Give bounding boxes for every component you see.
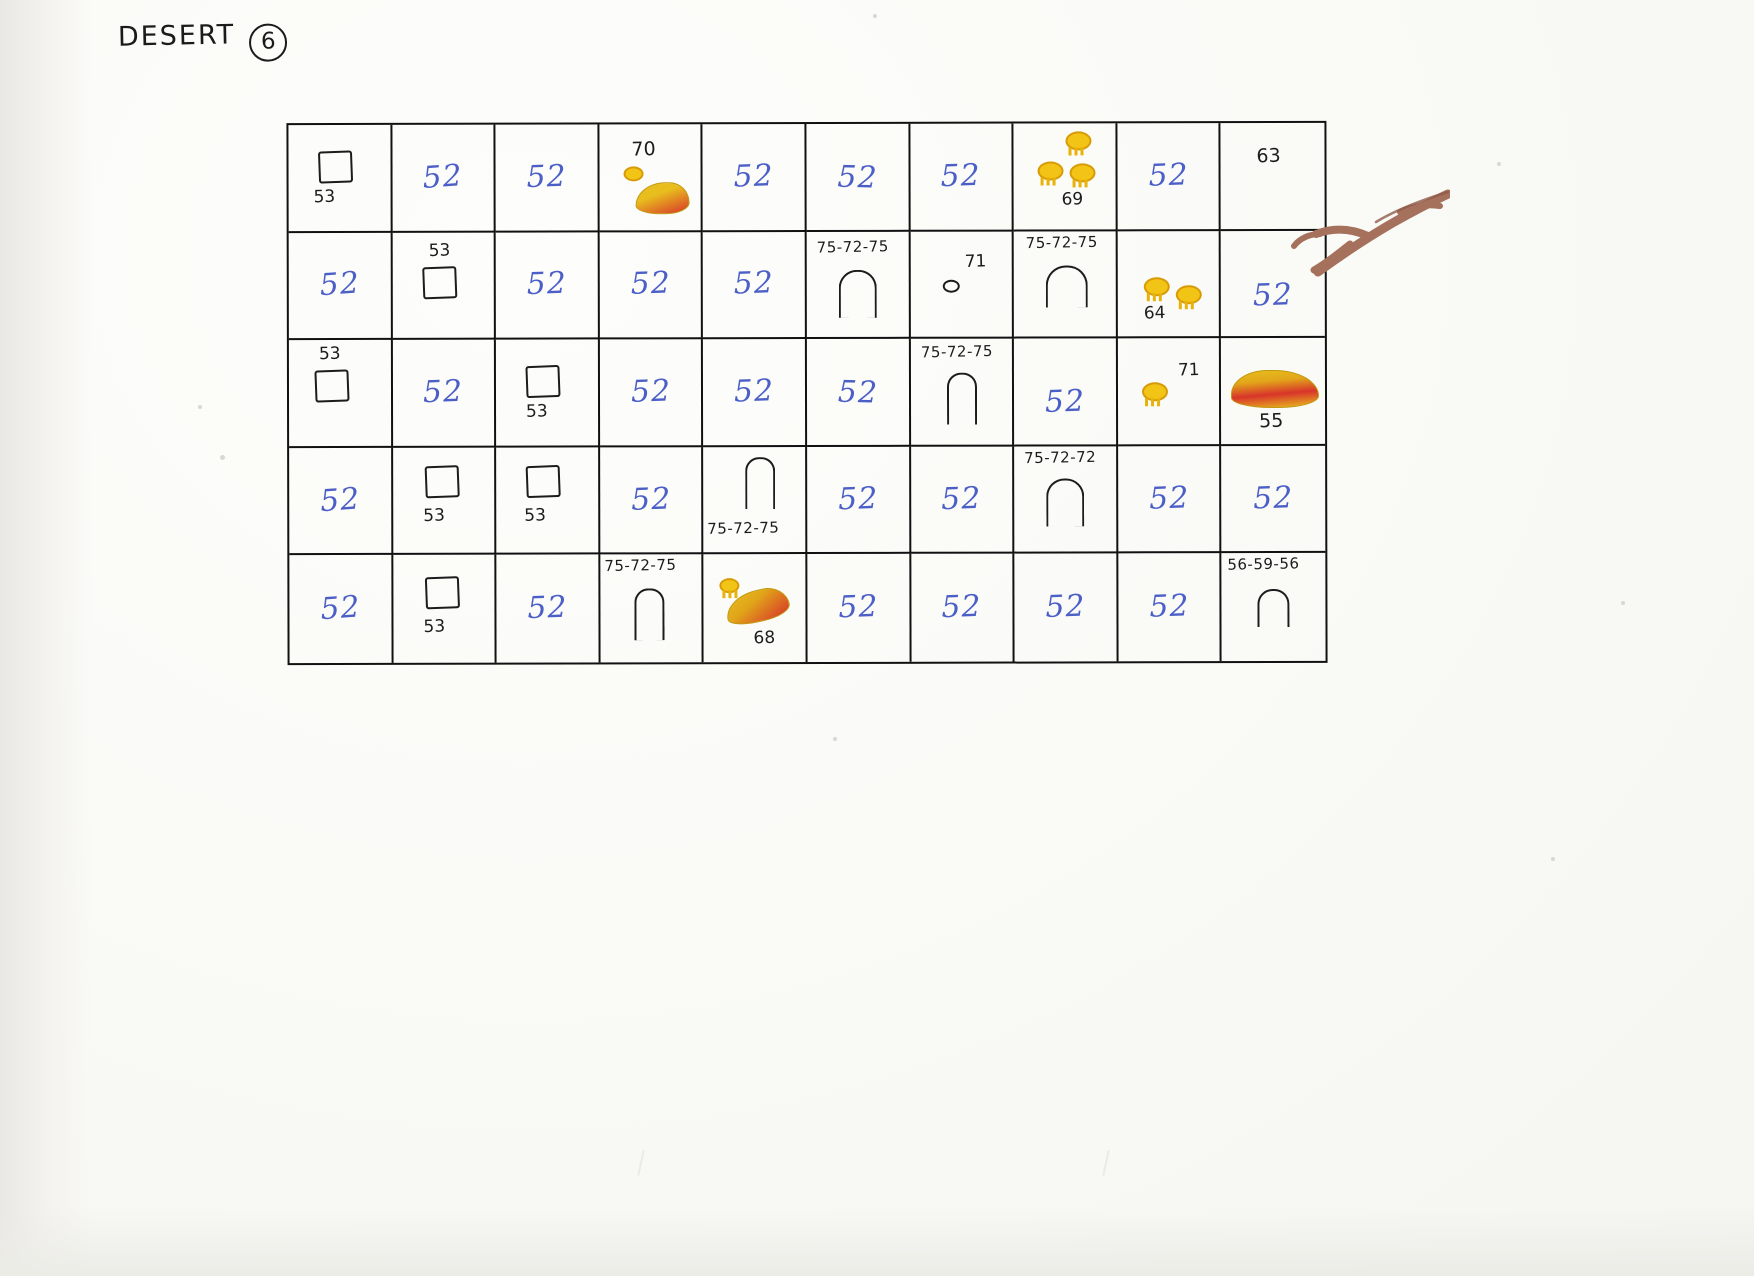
cell-code-label: 56-59-56 <box>1227 554 1301 575</box>
arch-icon <box>1258 589 1290 627</box>
grid-cell-r2c6[interactable] <box>807 231 911 339</box>
grid-cell-r5c2[interactable] <box>393 555 497 663</box>
grid-cell-r3c3[interactable] <box>496 340 600 448</box>
cell-code-label: 71 <box>1177 360 1200 381</box>
grid-cell-r4c1[interactable] <box>289 448 393 556</box>
grid-cell-r1c3[interactable] <box>496 124 600 232</box>
grid-cell-r4c7[interactable] <box>911 446 1015 554</box>
bug-icon <box>1070 163 1096 182</box>
bug-icon <box>1066 131 1092 150</box>
grid-cell-r5c3[interactable] <box>497 555 601 663</box>
cell-code-label: 75-72-75 <box>920 342 993 362</box>
grid-cell-r2c3[interactable] <box>496 232 600 340</box>
grid-cell-r5c6[interactable] <box>807 554 911 662</box>
cell-code-label: 75-72-75 <box>603 556 677 576</box>
cell-code-label: 52 <box>940 157 982 195</box>
cell-code-label: 75-72-75 <box>816 236 889 257</box>
bug-icon <box>1176 285 1202 304</box>
scan-speck <box>198 405 202 409</box>
crystal-blob-icon <box>635 182 689 214</box>
cell-code-label: 53 <box>422 616 446 638</box>
grid-cell-r1c8[interactable] <box>1014 123 1118 231</box>
scan-speck <box>1551 857 1555 861</box>
grid-cell-r1c10[interactable] <box>1221 123 1325 231</box>
bug-icon <box>720 579 740 594</box>
cell-code-label: 55 <box>1259 409 1284 433</box>
scan-speck <box>833 737 837 741</box>
grid-cell-r2c8[interactable] <box>1014 231 1118 339</box>
square-icon <box>526 465 561 498</box>
grid-cell-r5c5[interactable] <box>704 554 808 662</box>
grid-cell-r5c7[interactable] <box>911 554 1015 662</box>
bug-icon <box>1144 277 1170 296</box>
scan-artifact <box>1102 1150 1109 1176</box>
cell-code-label: 52 <box>630 480 672 518</box>
grid-cell-r3c9[interactable] <box>1118 338 1222 446</box>
scan-speck <box>1621 601 1625 605</box>
page-number-badge: 6 <box>249 23 288 62</box>
arch-icon <box>1046 478 1084 526</box>
cell-code-label: 52 <box>836 159 878 196</box>
bug-icon <box>942 279 959 292</box>
cell-code-label: 52 <box>837 480 879 518</box>
cell-code-label: 52 <box>1252 277 1294 314</box>
cell-code-label: 63 <box>1256 144 1282 168</box>
arch-icon <box>634 589 664 641</box>
grid-cell-r4c8[interactable] <box>1014 446 1118 554</box>
grid-cell-r3c5[interactable] <box>703 339 807 447</box>
cell-code-label: 52 <box>1148 588 1190 625</box>
bug-icon <box>1142 382 1168 401</box>
grid-cell-r5c1[interactable] <box>289 555 393 663</box>
square-icon <box>314 370 349 403</box>
grid-cell-r1c7[interactable] <box>910 124 1014 232</box>
cell-code-label: 52 <box>318 480 362 519</box>
bug-icon <box>623 166 643 181</box>
cell-code-label: 52 <box>733 373 775 410</box>
square-icon <box>424 465 459 498</box>
grid-cell-r2c9[interactable] <box>1117 231 1221 339</box>
grid-cell-r4c3[interactable] <box>496 447 600 555</box>
grid-cell-r2c5[interactable] <box>703 232 807 340</box>
grid-cell-r1c1[interactable] <box>288 125 392 233</box>
cell-code-label: 52 <box>422 373 465 411</box>
cell-code-label: 52 <box>526 589 569 627</box>
cell-code-label: 52 <box>629 373 672 410</box>
cell-code-label: 52 <box>421 157 465 196</box>
cell-code-label: 52 <box>318 589 362 628</box>
cell-code-label: 69 <box>1061 189 1084 210</box>
cell-code-label: 52 <box>1044 383 1086 420</box>
cell-code-label: 52 <box>733 265 775 303</box>
square-icon <box>318 150 353 183</box>
square-icon <box>424 577 459 610</box>
cell-code-label: 52 <box>1252 479 1295 517</box>
cell-code-label: 53 <box>313 186 336 208</box>
page-title-text: DESERT <box>117 19 236 53</box>
grid-cell-r3c4[interactable] <box>600 339 704 447</box>
cell-code-label: 53 <box>525 401 549 423</box>
grid-cell-r4c6[interactable] <box>807 447 911 555</box>
grid-cell-r2c4[interactable] <box>599 232 703 340</box>
grid-cell-r1c9[interactable] <box>1117 123 1221 231</box>
cell-code-label: 52 <box>733 157 775 195</box>
grid-cell-r1c4[interactable] <box>599 124 703 232</box>
grid-cell-r4c2[interactable] <box>393 447 497 555</box>
arch-icon <box>746 457 776 509</box>
grid-cell-r2c2[interactable] <box>392 232 496 340</box>
page-title <box>118 18 288 65</box>
scan-speck <box>873 14 877 18</box>
grid-cell-r5c8[interactable] <box>1015 554 1119 662</box>
cell-code-label: 52 <box>837 374 879 411</box>
cell-code-label: 52 <box>525 158 568 195</box>
cell-code-label: 75-72-75 <box>707 518 780 538</box>
arch-icon <box>839 269 877 317</box>
grid-cell-r1c6[interactable] <box>806 124 910 232</box>
tile-grid <box>286 121 1327 665</box>
cell-code-label: 68 <box>753 628 776 649</box>
cell-code-label: 53 <box>422 505 445 526</box>
crystal-blob-icon <box>1231 370 1319 408</box>
arch-icon <box>947 373 977 425</box>
cell-code-label: 52 <box>629 265 672 303</box>
cell-code-label: 75-72-75 <box>1025 232 1099 252</box>
cell-code-label: 52 <box>1044 588 1087 626</box>
square-icon <box>526 365 561 398</box>
grid-cell-r4c9[interactable] <box>1118 446 1222 554</box>
cell-code-label: 53 <box>428 240 451 261</box>
grid-cell-r5c4[interactable] <box>600 555 704 663</box>
cell-code-label: 71 <box>964 250 987 272</box>
grid-cell-r1c5[interactable] <box>703 124 807 232</box>
scan-artifact <box>637 1150 644 1176</box>
grid-cell-r3c8[interactable] <box>1014 339 1118 447</box>
grid-cell-r4c10[interactable] <box>1222 446 1326 554</box>
cell-code-label: 53 <box>318 343 341 365</box>
bug-icon <box>1038 161 1064 180</box>
arch-icon <box>1046 265 1088 307</box>
cell-code-label: 53 <box>524 505 547 526</box>
grid-cell-r2c7[interactable] <box>910 231 1014 339</box>
grid-cell-r3c2[interactable] <box>392 340 496 448</box>
scan-speck <box>1497 162 1501 166</box>
grid-cell-r3c6[interactable] <box>807 339 911 447</box>
grid-cell-r2c10[interactable] <box>1221 231 1325 339</box>
grid-cell-r3c1[interactable] <box>289 340 393 448</box>
grid-cell-r4c5[interactable] <box>704 447 808 555</box>
scan-speck <box>220 455 225 460</box>
cell-code-label: 75-72-72 <box>1024 447 1097 467</box>
cell-code-label: 52 <box>318 265 361 304</box>
grid-cell-r5c10[interactable] <box>1222 553 1326 661</box>
grid-cell-r3c7[interactable] <box>910 339 1014 447</box>
grid-cell-r3c10[interactable] <box>1221 338 1325 446</box>
cell-code-label: 52 <box>1148 479 1190 517</box>
grid-cell-r5c9[interactable] <box>1118 554 1222 662</box>
cell-code-label: 52 <box>526 266 568 303</box>
grid-cell-r2c1[interactable] <box>289 232 393 340</box>
cell-code-label: 52 <box>837 589 879 626</box>
grid-cell-r4c4[interactable] <box>600 447 704 555</box>
cell-code-label: 52 <box>940 480 983 517</box>
square-icon <box>422 266 457 299</box>
cell-code-label: 70 <box>630 138 656 161</box>
cell-code-label: 52 <box>1147 157 1189 194</box>
grid-cell-r1c2[interactable] <box>392 125 496 233</box>
cell-code-label: 52 <box>941 588 983 626</box>
cell-code-label: 64 <box>1143 302 1166 324</box>
